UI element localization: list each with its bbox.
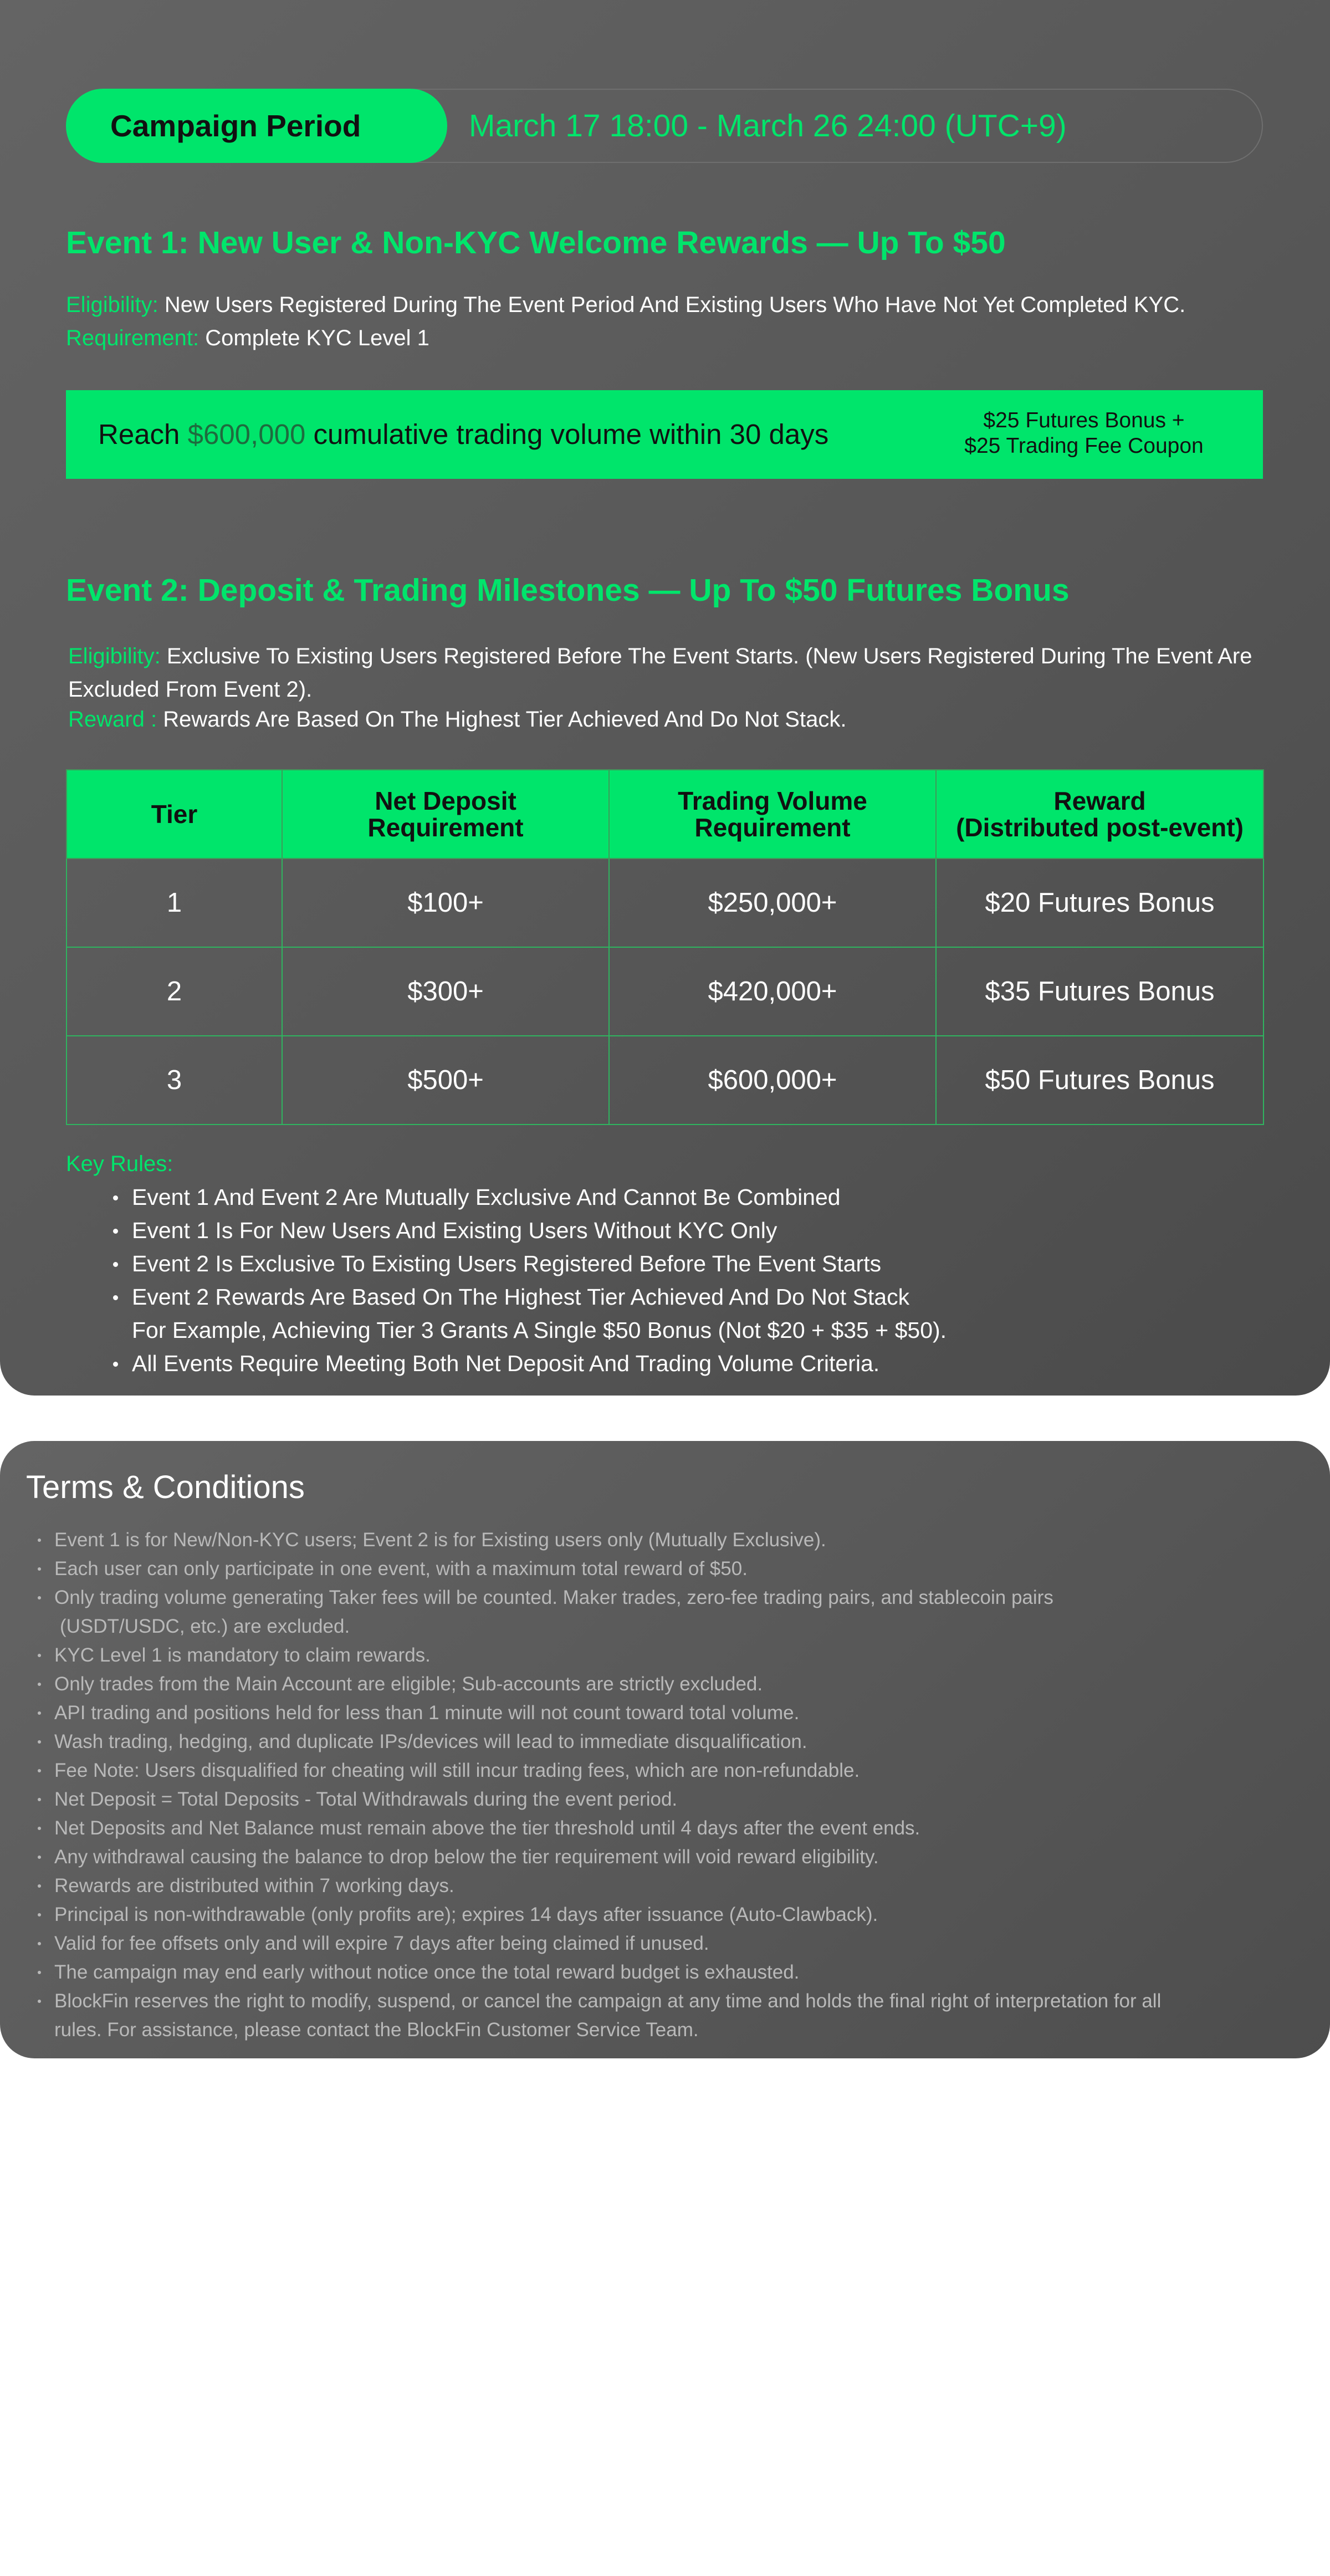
table-row (66, 1036, 1264, 1125)
list-item: The campaign may end early without notice once the total reward budget is exhausted. (54, 1958, 1279, 1987)
header-trading-volume-line1: Trading Volume (678, 786, 867, 815)
list-item: Event 1 And Event 2 Are Mutually Exclusive And Cannot Be Combined (132, 1180, 947, 1214)
event1-banner-reward (948, 408, 1220, 459)
cell-tier: 1 (66, 858, 282, 947)
event1-banner-prefix: Reach (98, 418, 180, 450)
tier-table-header (66, 770, 1264, 858)
list-item: Event 1 Is For New Users And Existing Users Without KYC Only (132, 1214, 947, 1247)
table-row (66, 858, 1264, 947)
event1-requirement-value: Complete KYC Level 1 (205, 326, 429, 350)
key-rules-list (132, 1180, 947, 1380)
list-item-text: BlockFin reserves the right to modify, suspend, or cancel the campaign at any time and holds the final right of interpretation for all (54, 1990, 1162, 2012)
event1-eligibility-value: New Users Registered During The Event Period And Existing Users Who Have Not Yet Completed KYC. (164, 293, 1186, 317)
terms-list (54, 1526, 1279, 2045)
event1-reward-line2: $25 Trading Fee Coupon (964, 434, 1204, 458)
key-rules-title: Key Rules: (66, 1152, 173, 1176)
campaign-period-value: March 17 18:00 - March 26 24:00 (UTC+9) (469, 108, 1067, 144)
event1-banner (66, 390, 1263, 479)
cell-tier: 3 (66, 1036, 282, 1125)
event2-eligibility-value: Exclusive To Existing Users Registered Before The Event Starts. (New Users Registered During The Event Are Excluded From Event 2). (68, 644, 1252, 702)
cell-trading-volume: $420,000+ (609, 947, 936, 1036)
event2-reward-key: Reward : (68, 707, 157, 732)
cell-reward: $50 Futures Bonus (936, 1036, 1264, 1125)
list-item: Rewards are distributed within 7 working days. (54, 1872, 1279, 1900)
list-item: Fee Note: Users disqualified for cheating will still incur trading fees, which are non-refundable. (54, 1756, 1279, 1785)
list-item: Event 1 is for New/Non-KYC users; Event 2 is for Existing users only (Mutually Exclusive). (54, 1526, 1279, 1555)
cell-net-deposit: $100+ (282, 858, 609, 947)
list-item-text: Event 2 Rewards Are Based On The Highest Tier Achieved And Do Not Stack (132, 1284, 910, 1310)
header-net-deposit-line2: Requirement (367, 813, 524, 842)
list-item-continuation: For Example, Achieving Tier 3 Grants A Single $50 Bonus (Not $20 + $35 + $50). (132, 1317, 947, 1343)
table-row (66, 947, 1264, 1036)
event1-title: Event 1: New User & Non-KYC Welcome Rewards — Up To $50 (66, 225, 1006, 260)
list-item: All Events Require Meeting Both Net Deposit And Trading Volume Criteria. (132, 1347, 947, 1380)
event1-banner-text (98, 390, 828, 479)
cell-trading-volume: $600,000+ (609, 1036, 936, 1125)
list-item: Net Deposit = Total Deposits - Total Withdrawals during the event period. (54, 1785, 1279, 1814)
list-item: Only trades from the Main Account are eligible; Sub-accounts are strictly excluded. (54, 1670, 1279, 1699)
list-item-continuation: (USDT/USDC, etc.) are excluded. (60, 1616, 350, 1637)
list-item: Event 2 Is Exclusive To Existing Users Registered Before The Event Starts (132, 1247, 947, 1280)
event2-eligibility (68, 640, 1276, 706)
header-tier (66, 770, 282, 858)
header-net-deposit (282, 770, 609, 858)
header-tier-text: Tier (151, 800, 198, 829)
terms-title: Terms & Conditions (26, 1469, 305, 1505)
event1-eligibility (66, 293, 1185, 318)
cell-net-deposit: $500+ (282, 1036, 609, 1125)
list-item-text: Only trading volume generating Taker fees will be counted. Maker trades, zero-fee trading pairs, and stablecoin pairs (54, 1587, 1053, 1608)
event1-requirement-key: Requirement: (66, 326, 200, 350)
list-item: Any withdrawal causing the balance to drop below the tier requirement will void reward eligibility. (54, 1843, 1279, 1872)
cell-trading-volume: $250,000+ (609, 858, 936, 947)
header-reward-line2: (Distributed post-event) (956, 813, 1244, 842)
header-reward (936, 770, 1264, 858)
list-item: Valid for fee offsets only and will expire 7 days after being claimed if unused. (54, 1929, 1279, 1958)
event2-eligibility-key: Eligibility: (68, 644, 161, 668)
header-trading-volume-line2: Requirement (694, 813, 851, 842)
list-item: KYC Level 1 is mandatory to claim rewards. (54, 1641, 1279, 1670)
cell-net-deposit: $300+ (282, 947, 609, 1036)
list-item (54, 1987, 1279, 2045)
cell-tier: 2 (66, 947, 282, 1036)
list-item: API trading and positions held for less than 1 minute will not count toward total volume. (54, 1699, 1279, 1727)
campaign-period (66, 89, 1263, 163)
list-item-continuation: rules. For assistance, please contact the BlockFin Customer Service Team. (54, 2019, 699, 2041)
header-trading-volume (609, 770, 936, 858)
list-item (132, 1280, 947, 1347)
event1-eligibility-key: Eligibility: (66, 293, 158, 317)
event1-banner-amount: $600,000 (187, 418, 306, 450)
header-reward-line1: Reward (1053, 786, 1146, 815)
list-item (54, 1583, 1279, 1641)
campaign-period-label: Campaign Period (66, 89, 447, 163)
event1-reward-line1: $25 Futures Bonus + (983, 408, 1185, 432)
event1-requirement (66, 326, 429, 351)
event2-reward (68, 707, 846, 732)
event2-title: Event 2: Deposit & Trading Milestones — Up To $50 Futures Bonus (66, 573, 1070, 608)
cell-reward: $20 Futures Bonus (936, 858, 1264, 947)
cell-reward: $35 Futures Bonus (936, 947, 1264, 1036)
list-item: Net Deposits and Net Balance must remain above the tier threshold until 4 days after the event ends. (54, 1814, 1279, 1843)
list-item: Wash trading, hedging, and duplicate IPs/devices will lead to immediate disqualification. (54, 1727, 1279, 1756)
tier-table (66, 769, 1264, 1125)
event2-reward-value: Rewards Are Based On The Highest Tier Achieved And Do Not Stack. (163, 707, 847, 732)
header-net-deposit-line1: Net Deposit (375, 786, 516, 815)
event1-banner-suffix: cumulative trading volume within 30 days (313, 418, 829, 450)
list-item: Each user can only participate in one event, with a maximum total reward of $50. (54, 1555, 1279, 1583)
list-item: Principal is non-withdrawable (only profits are); expires 14 days after issuance (Auto-Clawback). (54, 1900, 1279, 1929)
